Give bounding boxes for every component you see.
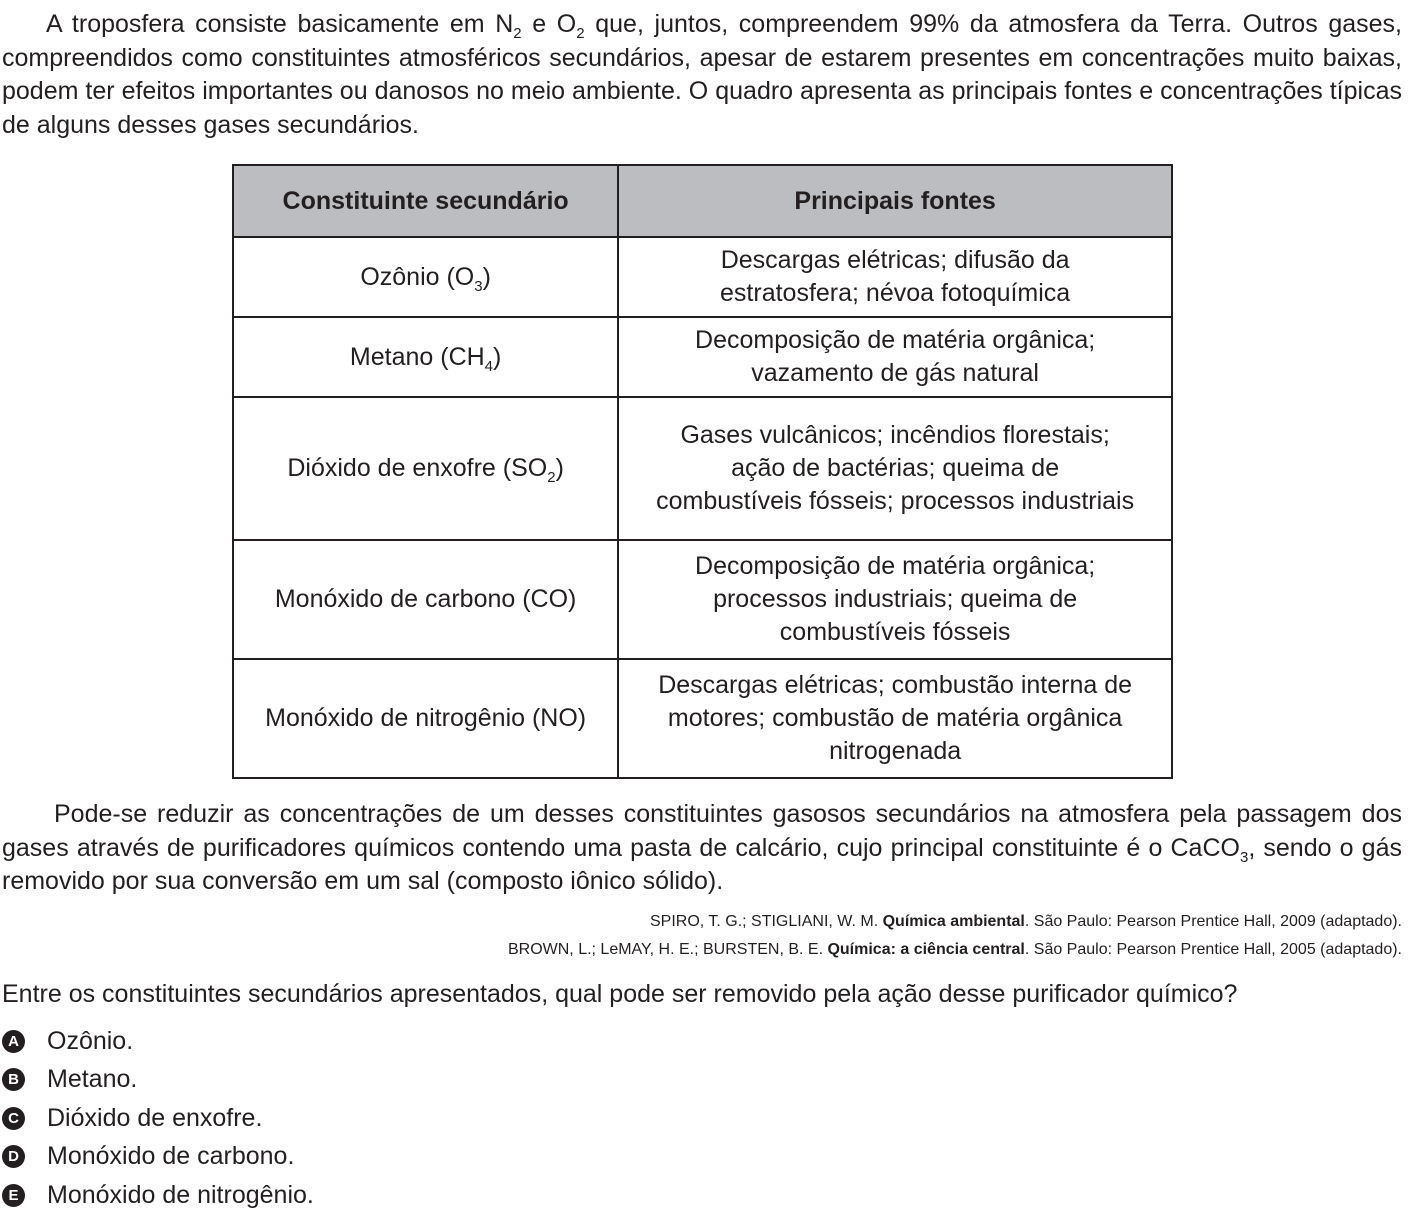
table-row xyxy=(233,659,1172,778)
sources-line: estratosfera; névoa fotoquímica xyxy=(720,279,1071,307)
sources-line: ação de bactérias; queima de xyxy=(731,454,1060,482)
option-letter-badge: C xyxy=(2,1107,25,1130)
sources-line: nitrogenada xyxy=(829,737,962,765)
references xyxy=(508,908,1402,964)
subscript: 4 xyxy=(484,357,494,375)
constituent-cell xyxy=(233,317,618,397)
intro-paragraph xyxy=(2,8,1402,142)
constituent-cell xyxy=(233,659,618,778)
subscript: 2 xyxy=(547,469,556,486)
sources-line: motores; combustão de matéria orgânica xyxy=(667,704,1123,732)
reference-item xyxy=(508,936,1402,964)
reference-details: . São Paulo: Pearson Prentice Hall, 2005 (adaptado). xyxy=(1024,941,1402,958)
constituent-cell xyxy=(233,540,618,659)
sources-line: Descargas elétricas; combustão interna de xyxy=(658,671,1133,699)
sources-line: Descargas elétricas; difusão da xyxy=(720,246,1070,274)
sources-cell xyxy=(618,237,1172,317)
subscript: 3 xyxy=(1239,848,1249,866)
option-letter-badge: D xyxy=(2,1145,25,1168)
reference-authors: BROWN, L.; LeMAY, H. E.; BURSTEN, B. E. xyxy=(507,941,828,958)
sources-cell xyxy=(618,317,1172,397)
purifier-text-2: , sendo o gás removido por sua conversão em um sal (composto iônico sólido). xyxy=(2,833,1402,895)
option-letter-badge: B xyxy=(2,1068,25,1091)
option-text: Dióxido de enxofre. xyxy=(47,1103,263,1132)
intro-text-2: e O xyxy=(521,10,577,38)
sources-line: Decomposição de matéria orgânica; xyxy=(695,326,1096,354)
reference-authors: SPIRO, T. G.; STIGLIANI, W. M. xyxy=(649,913,883,930)
column-header-sources: Principais fontes xyxy=(618,165,1172,237)
sources-cell xyxy=(618,397,1172,540)
option-c[interactable] xyxy=(2,1099,314,1138)
constituent-name: Dióxido de enxofre (SO xyxy=(287,454,548,482)
table-header-row xyxy=(233,165,1172,237)
table-row xyxy=(233,397,1172,540)
option-e[interactable] xyxy=(2,1176,314,1215)
intro-text-1: A troposfera consiste basicamente em N xyxy=(46,10,514,38)
reference-title: Química: a ciência central xyxy=(827,941,1025,958)
constituent-name-end: ) xyxy=(482,262,491,291)
option-text: Metano. xyxy=(47,1065,138,1094)
sources-cell xyxy=(618,540,1172,659)
option-b[interactable] xyxy=(2,1061,314,1100)
table-row xyxy=(233,237,1172,317)
sources-cell xyxy=(618,659,1172,778)
sources-line: Decomposição de matéria orgânica; xyxy=(695,552,1096,580)
option-letter-badge: A xyxy=(2,1030,25,1053)
sources-line: combustíveis fósseis; processos industriais xyxy=(656,487,1135,515)
constituent-name: Ozônio (O xyxy=(360,262,475,291)
constituent-cell xyxy=(233,397,618,540)
sources-line: processos industriais; queima de xyxy=(713,585,1078,613)
constituent-name-end: ) xyxy=(493,342,502,371)
question-stem: Entre os constituintes secundários apresentados, qual pode ser removido pela ação desse purificador químico? xyxy=(2,980,1238,1008)
subscript: 2 xyxy=(576,25,585,42)
purifier-paragraph xyxy=(2,798,1402,899)
subscript: 3 xyxy=(474,277,483,295)
purifier-text-1: Pode-se reduzir as concentrações de um desses constituintes gasosos secundários na atmosfera pela passagem dos gases através de purificadores químicos contendo uma pasta de calcário, cujo principal constituinte é o CaCO xyxy=(2,800,1402,862)
option-text: Monóxido de carbono. xyxy=(47,1142,295,1171)
constituent-name-end: ) xyxy=(555,454,564,482)
option-text: Monóxido de nitrogênio. xyxy=(47,1180,314,1209)
constituent-cell xyxy=(233,237,618,317)
reference-item xyxy=(508,908,1402,936)
table-row xyxy=(233,317,1172,397)
intro-text-3: que, juntos, compreendem 99% da atmosfera da Terra. Outros gases, compreendidos como constituintes atmosféricos secundários, apesar de estarem presentes em concentrações muito baixas, podem ter efeitos importantes ou danosos no meio ambiente. O quadro apresenta as principais fontes e concentrações típicas de alguns desses gases secundários. xyxy=(2,10,1402,139)
option-text: Ozônio. xyxy=(47,1026,134,1055)
constituent-name: Monóxido de nitrogênio (NO) xyxy=(265,704,587,732)
option-d[interactable] xyxy=(2,1138,314,1177)
reference-title: Química ambiental xyxy=(882,913,1025,930)
reference-details: . São Paulo: Pearson Prentice Hall, 2009 (adaptado). xyxy=(1024,913,1402,930)
column-header-constituent: Constituinte secundário xyxy=(233,165,618,237)
secondary-gases-table xyxy=(232,164,1173,779)
constituent-name: Monóxido de carbono (CO) xyxy=(274,585,577,613)
sources-line: Gases vulcânicos; incêndios florestais; xyxy=(680,421,1110,449)
sources-line: vazamento de gás natural xyxy=(751,359,1039,387)
answer-options xyxy=(2,1022,314,1215)
option-letter-badge: E xyxy=(2,1184,25,1207)
sources-line: combustíveis fósseis xyxy=(779,618,1011,646)
table-row xyxy=(233,540,1172,659)
option-a[interactable] xyxy=(2,1022,314,1061)
constituent-name: Metano (CH xyxy=(349,342,485,371)
subscript: 2 xyxy=(513,25,522,42)
